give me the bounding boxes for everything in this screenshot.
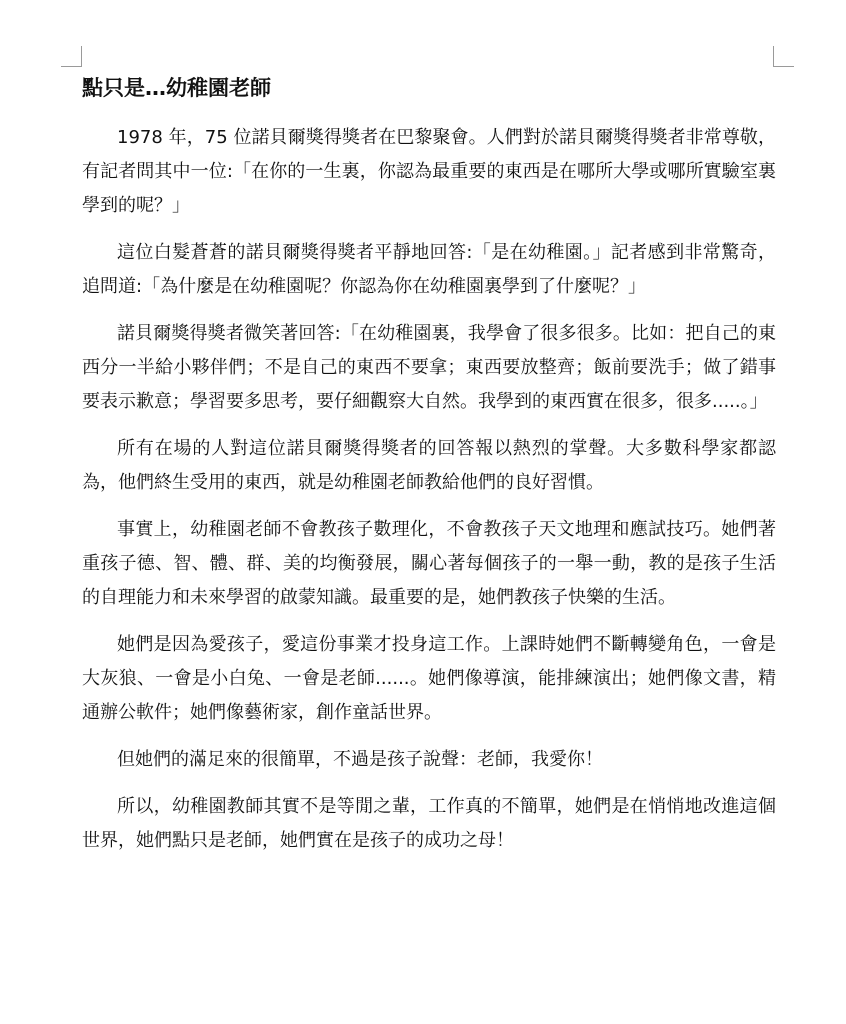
paragraph-5: 事實上，幼稚園老師不會教孩子數理化，不會教孩子天文地理和應試技巧。她們著重孩子德、智、體、群、美的均衡發展，關心著每個孩子的一舉一動，教的是孩子生活的自理能力和未來學習的啟蒙知識。最重要的是，她們教孩子快樂的生活。 (82, 519, 776, 608)
page-corner-mark-right (773, 46, 794, 67)
paragraph-7: 但她們的滿足來的很簡單，不過是孩子說聲：老師，我愛你！ (117, 749, 603, 770)
paragraph-2: 這位白髮蒼蒼的諾貝爾獎得獎者平靜地回答:「是在幼稚園。」記者感到非常驚奇，追問道:「為什麼是在幼稚園呢？你認為你在幼稚園裏學到了什麼呢？」 (82, 242, 776, 297)
paragraph-1: 1978 年，75 位諾貝爾獎得獎者在巴黎聚會。人們對於諾貝爾獎得獎者非常尊敬，有記者問其中一位:「在你的一生裏，你認為最重要的東西是在哪所大學或哪所實驗室裏學到的呢？」 (82, 127, 776, 216)
paragraph-3: 諾貝爾獎得獎者微笑著回答:「在幼稚園裏，我學會了很多很多。比如：把自己的東西分一半給小夥伴們；不是自己的東西不要拿；東西要放整齊；飯前要洗手；做了錯事要表示歉意；學習要多思考，要仔細觀察大自然。我學到的東西實在很多，很多.....。」 (82, 323, 776, 412)
document-body (82, 70, 776, 858)
paragraph-4: 所有在場的人對這位諾貝爾獎得獎者的回答報以熱烈的掌聲。大多數科學家都認為，他們終生受用的東西，就是幼稚園老師教給他們的良好習慣。 (82, 438, 776, 493)
document-title: 點只是…幼稚園老師 (82, 76, 271, 100)
page-corner-mark-left (61, 46, 82, 67)
paragraph-6: 她們是因為愛孩子，愛這份事業才投身這工作。上課時她們不斷轉變角色，一會是大灰狼、一會是小白兔、一會是老師......。她們像導演，能排練演出；她們像文書，精通辦公軟件；她們像藝術家，創作童話世界。 (82, 634, 776, 723)
paragraph-8: 所以，幼稚園教師其實不是等閒之輩，工作真的不簡單，她們是在悄悄地改進這個世界，她們點只是老師，她們實在是孩子的成功之母！ (82, 796, 776, 851)
